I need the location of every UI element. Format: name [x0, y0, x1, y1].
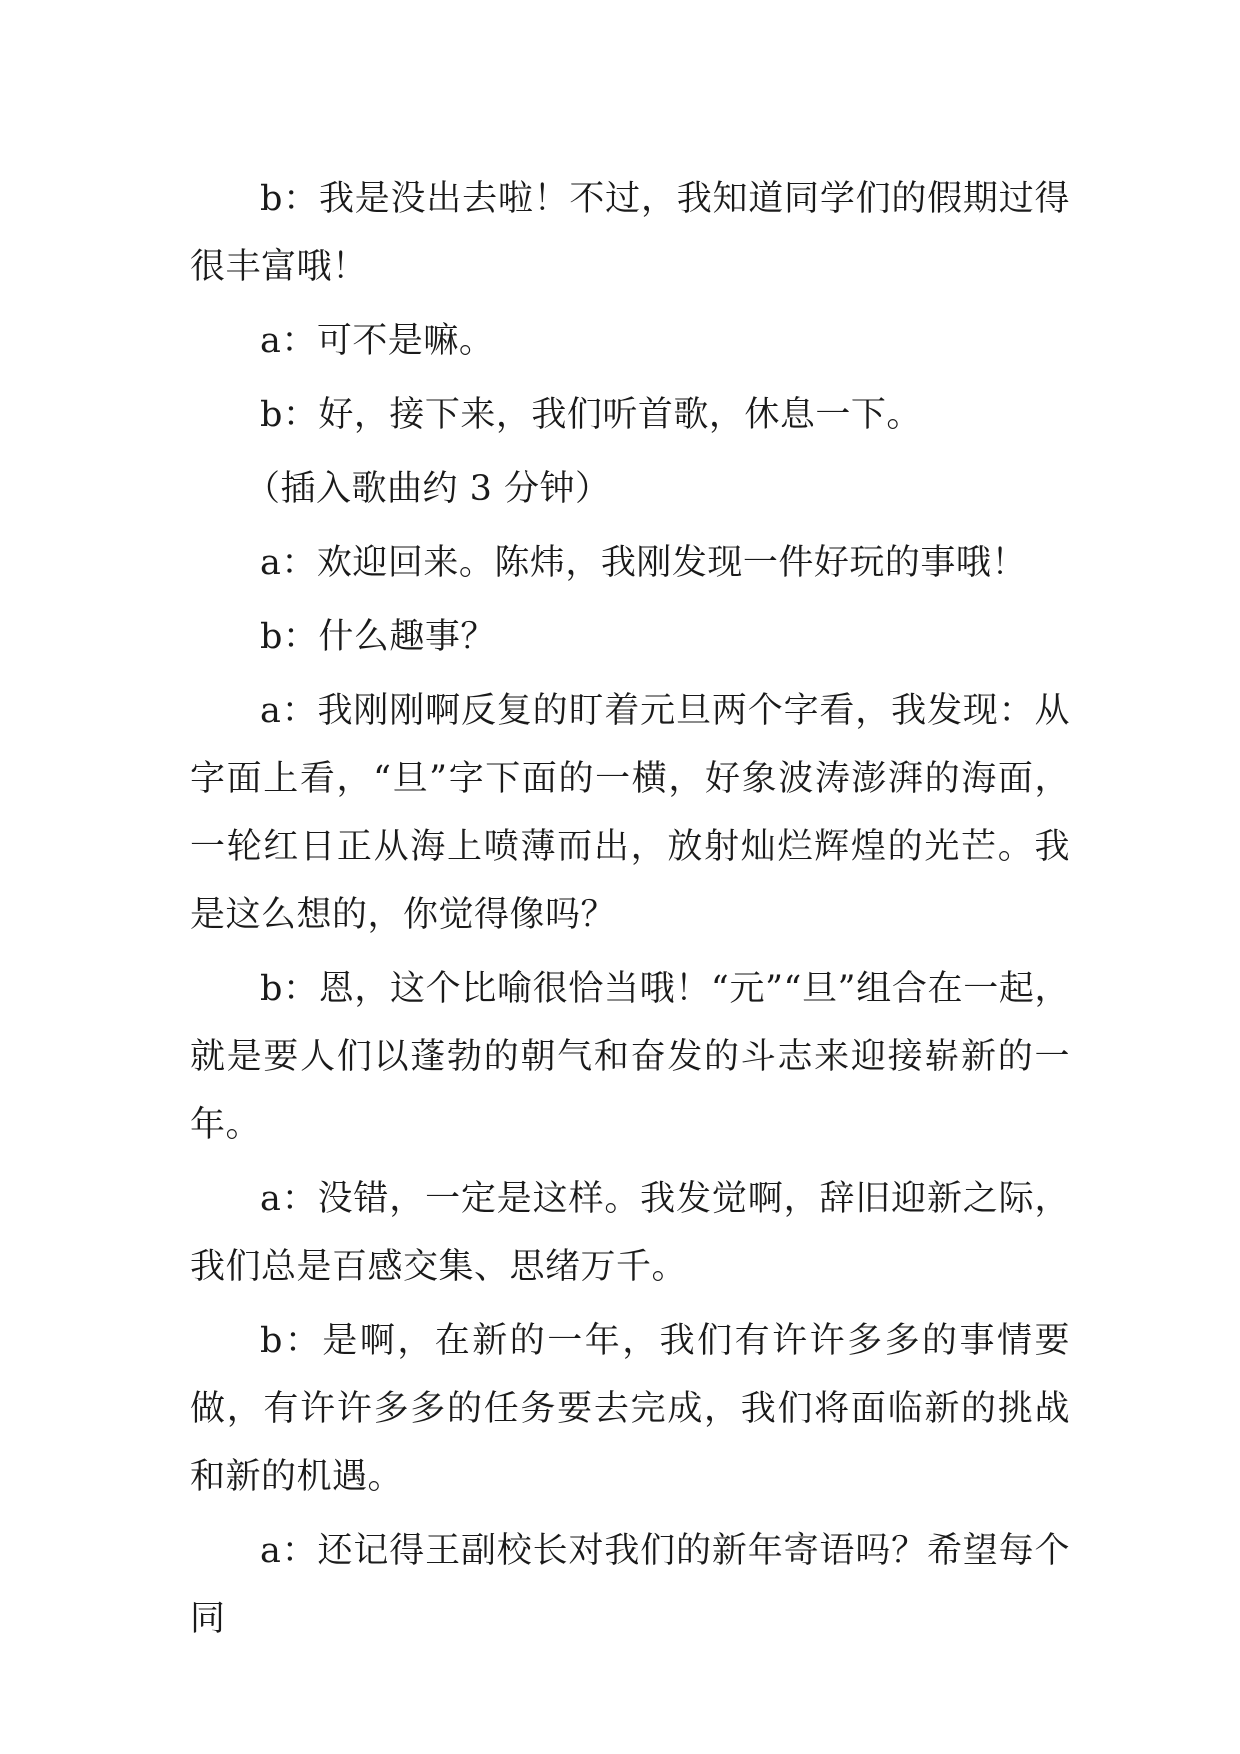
paragraph-a-new-year: a：没错，一定是这样。我发觉啊，辞旧迎新之际，我们总是百感交集、思绪万千。	[190, 1179, 1070, 1287]
paragraph-b-no-outing: b：我是没出去啦！不过，我知道同学们的假期过得很丰富哦！	[190, 179, 1070, 287]
paragraph-b-what: b：什么趣事？	[260, 617, 496, 657]
paragraph-b-tasks: b：是啊，在新的一年，我们有许许多多的事情要做，有许许多多的任务要去完成，我们将面临新的挑战和新的机遇。	[190, 1321, 1070, 1497]
paragraph-a-dan-character: a：我刚刚啊反复的盯着元旦两个字看，我发现：从字面上看，“旦”字下面的一横，好象波涛澎湃的海面，一轮红日正从海上喷薄而出，放射灿烂辉煌的光芒。我是这么想的，你觉得像吗？	[190, 691, 1070, 935]
paragraph-b-song: b：好，接下来，我们听首歌，休息一下。	[260, 395, 922, 435]
dialogue-text	[190, 165, 1070, 1653]
paragraph-a-principal-message: a：还记得王副校长对我们的新年寄语吗？希望每个同	[190, 1531, 1070, 1639]
paragraph-insert-song-note: （插入歌曲约 3 分钟）	[245, 469, 611, 509]
paragraph-a-welcome-back: a：欢迎回来。陈炜，我刚发现一件好玩的事哦！	[260, 543, 1027, 583]
paragraph-b-metaphor: b：恩，这个比喻很恰当哦！“元”“旦”组合在一起，就是要人们以蓬勃的朝气和奋发的斗志来迎接崭新的一年。	[190, 969, 1070, 1145]
paragraph-a-agree: a：可不是嘛。	[260, 321, 495, 361]
